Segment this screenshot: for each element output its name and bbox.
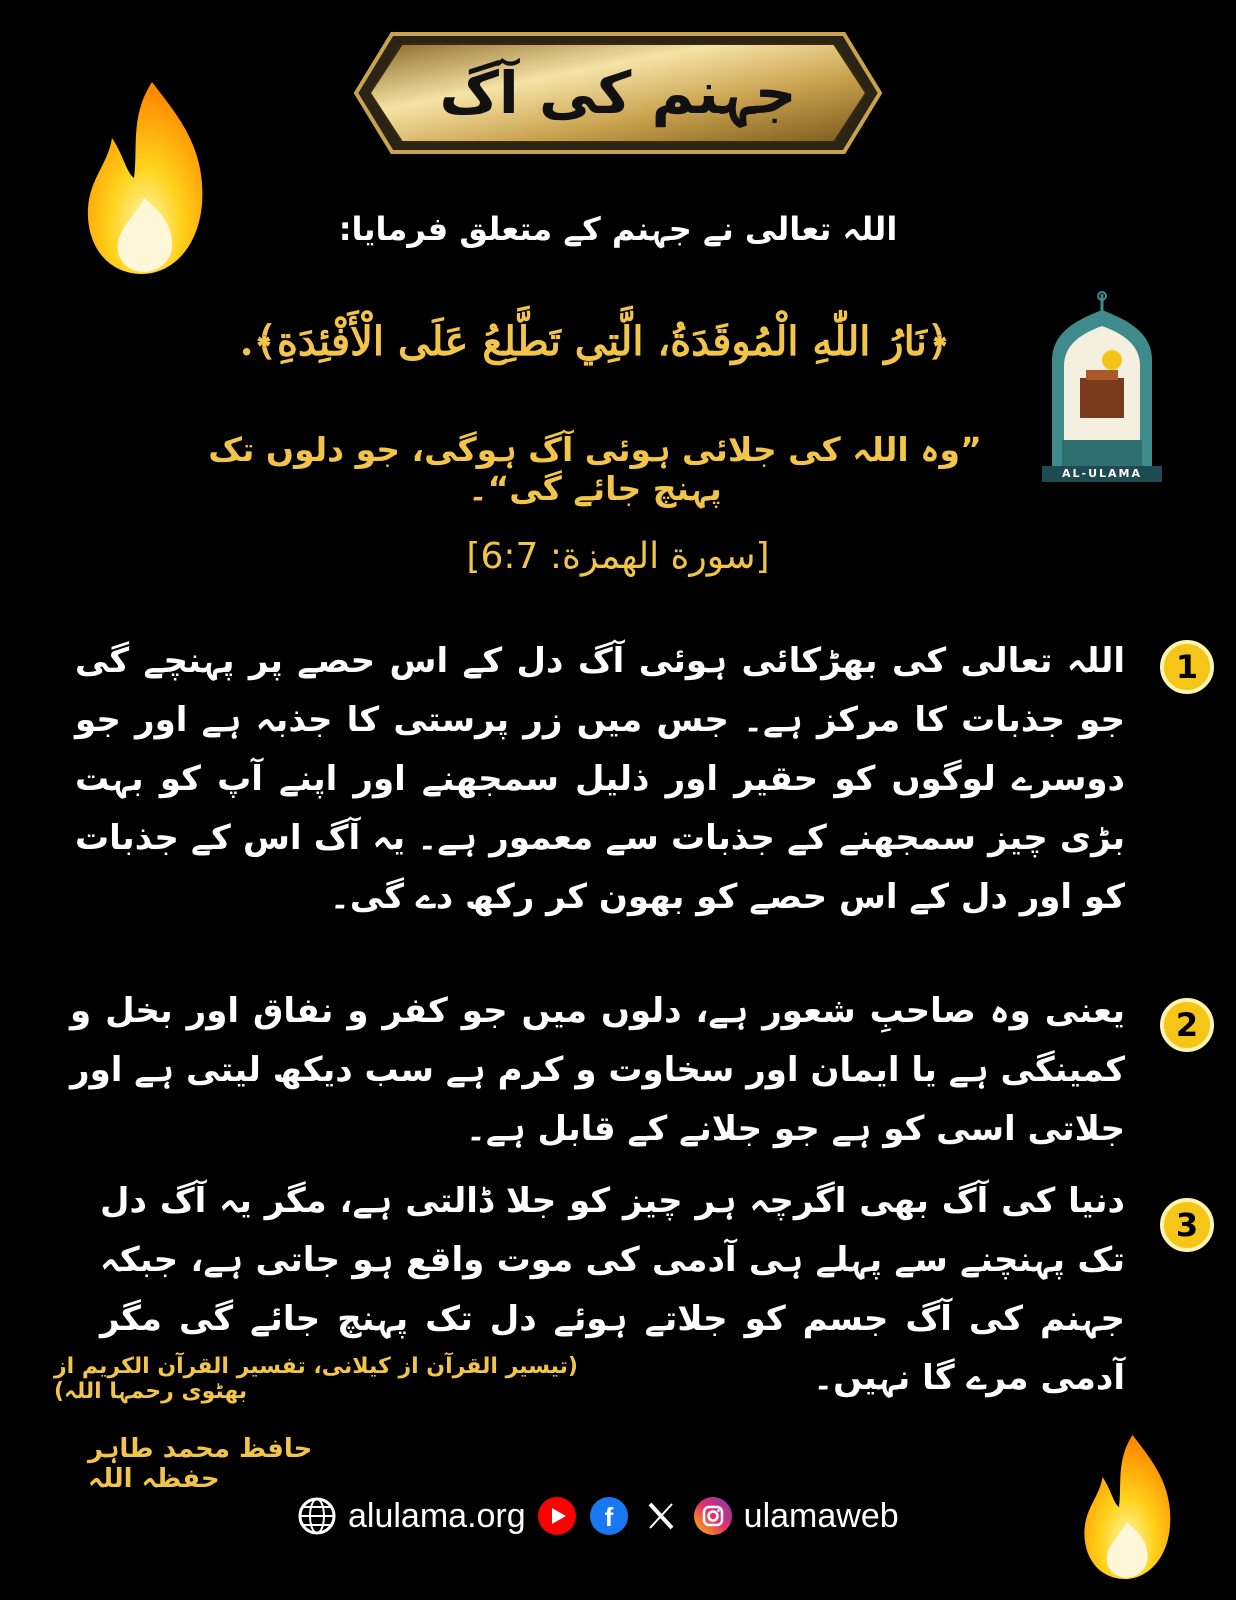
author-name: حافظ محمد طاہر حفظہ اللہ bbox=[88, 1434, 313, 1494]
quran-ayah: ﴿نَارُ اللّٰهِ الْمُوقَدَةُ، الَّتِي تَطَّلِعُ عَلَى الْأَفْئِدَةِ﴾. bbox=[239, 318, 951, 365]
x-twitter-icon[interactable] bbox=[640, 1495, 682, 1537]
instagram-icon[interactable] bbox=[692, 1495, 734, 1537]
tafsir-source: (تیسیر القرآن از کیلانی، تفسیر القرآن الکریم از بھٹوی رحمہا اللہ) bbox=[54, 1354, 578, 1404]
point-text: اللہ تعالی کی بھڑکائی ہوئی آگ دل کے اس حصے پر پہنچے گی جو جذبات کا مرکز ہے۔ جس میں زر پرستی کا جذبہ ہے اور جو دوسرے لوگوں کو حقیر اور ذلیل سمجھنے اور اپنے آپ کو بہت بڑی چیز سمجھنے کے جذبات سے معمور ہے۔ یہ آگ اس کے جذبات کو اور دل کے اس حصے کو بھون کر رکھ دے گی۔ bbox=[75, 641, 1125, 917]
intro-text: اللہ تعالی نے جہنم کے متعلق فرمایا: bbox=[338, 210, 898, 248]
point-number-badge: 3 bbox=[1160, 1198, 1214, 1252]
surah-reference: [سورة الهمزة: 6:7] bbox=[466, 536, 770, 577]
facebook-icon[interactable] bbox=[588, 1495, 630, 1537]
flame-icon bbox=[82, 78, 210, 278]
footer-bar bbox=[296, 1488, 899, 1544]
logo-caption: AL-ULAMA bbox=[1042, 466, 1162, 482]
point-text: دنیا کی آگ بھی اگرچہ ہر چیز کو جلا ڈالتی ہے، مگر یہ آگ دل تک پہنچنے سے پہلے ہی آدمی کی موت واقع ہو جاتی ہے، جبکہ جہنم کی آگ جسم کو جلاتے ہوئے دل تک پہنچ جائے گی مگر آدمی مرے گا نہیں۔ bbox=[100, 1181, 1125, 1398]
social-handle[interactable]: ulamaweb bbox=[743, 1496, 899, 1535]
ayah-translation: ”وہ اللہ کی جلائی ہوئی آگ ہوگی، جو دلوں تک پہنچ جائے گی“۔ bbox=[208, 430, 982, 508]
point-number-badge: 2 bbox=[1160, 998, 1214, 1052]
youtube-icon[interactable] bbox=[536, 1495, 578, 1537]
title-plate bbox=[352, 30, 884, 156]
website-link[interactable]: alulama.org bbox=[348, 1496, 526, 1535]
svg-text:f: f bbox=[604, 1502, 613, 1532]
point-number-badge: 1 bbox=[1160, 640, 1214, 694]
al-ulama-logo bbox=[1042, 290, 1162, 482]
globe-icon bbox=[296, 1495, 338, 1537]
point-text: یعنی وہ صاحبِ شعور ہے، دلوں میں جو کفر و نفاق اور بخل و کمینگی ہے یا ایمان اور سخاوت و کرم ہے سب دیکھ لیتی ہے اور جلاتی اسی کو ہے جو جلانے کے قابل ہے۔ bbox=[70, 991, 1125, 1149]
flame-icon bbox=[1080, 1422, 1176, 1592]
page-title: جہنم کی آگ bbox=[439, 59, 797, 127]
